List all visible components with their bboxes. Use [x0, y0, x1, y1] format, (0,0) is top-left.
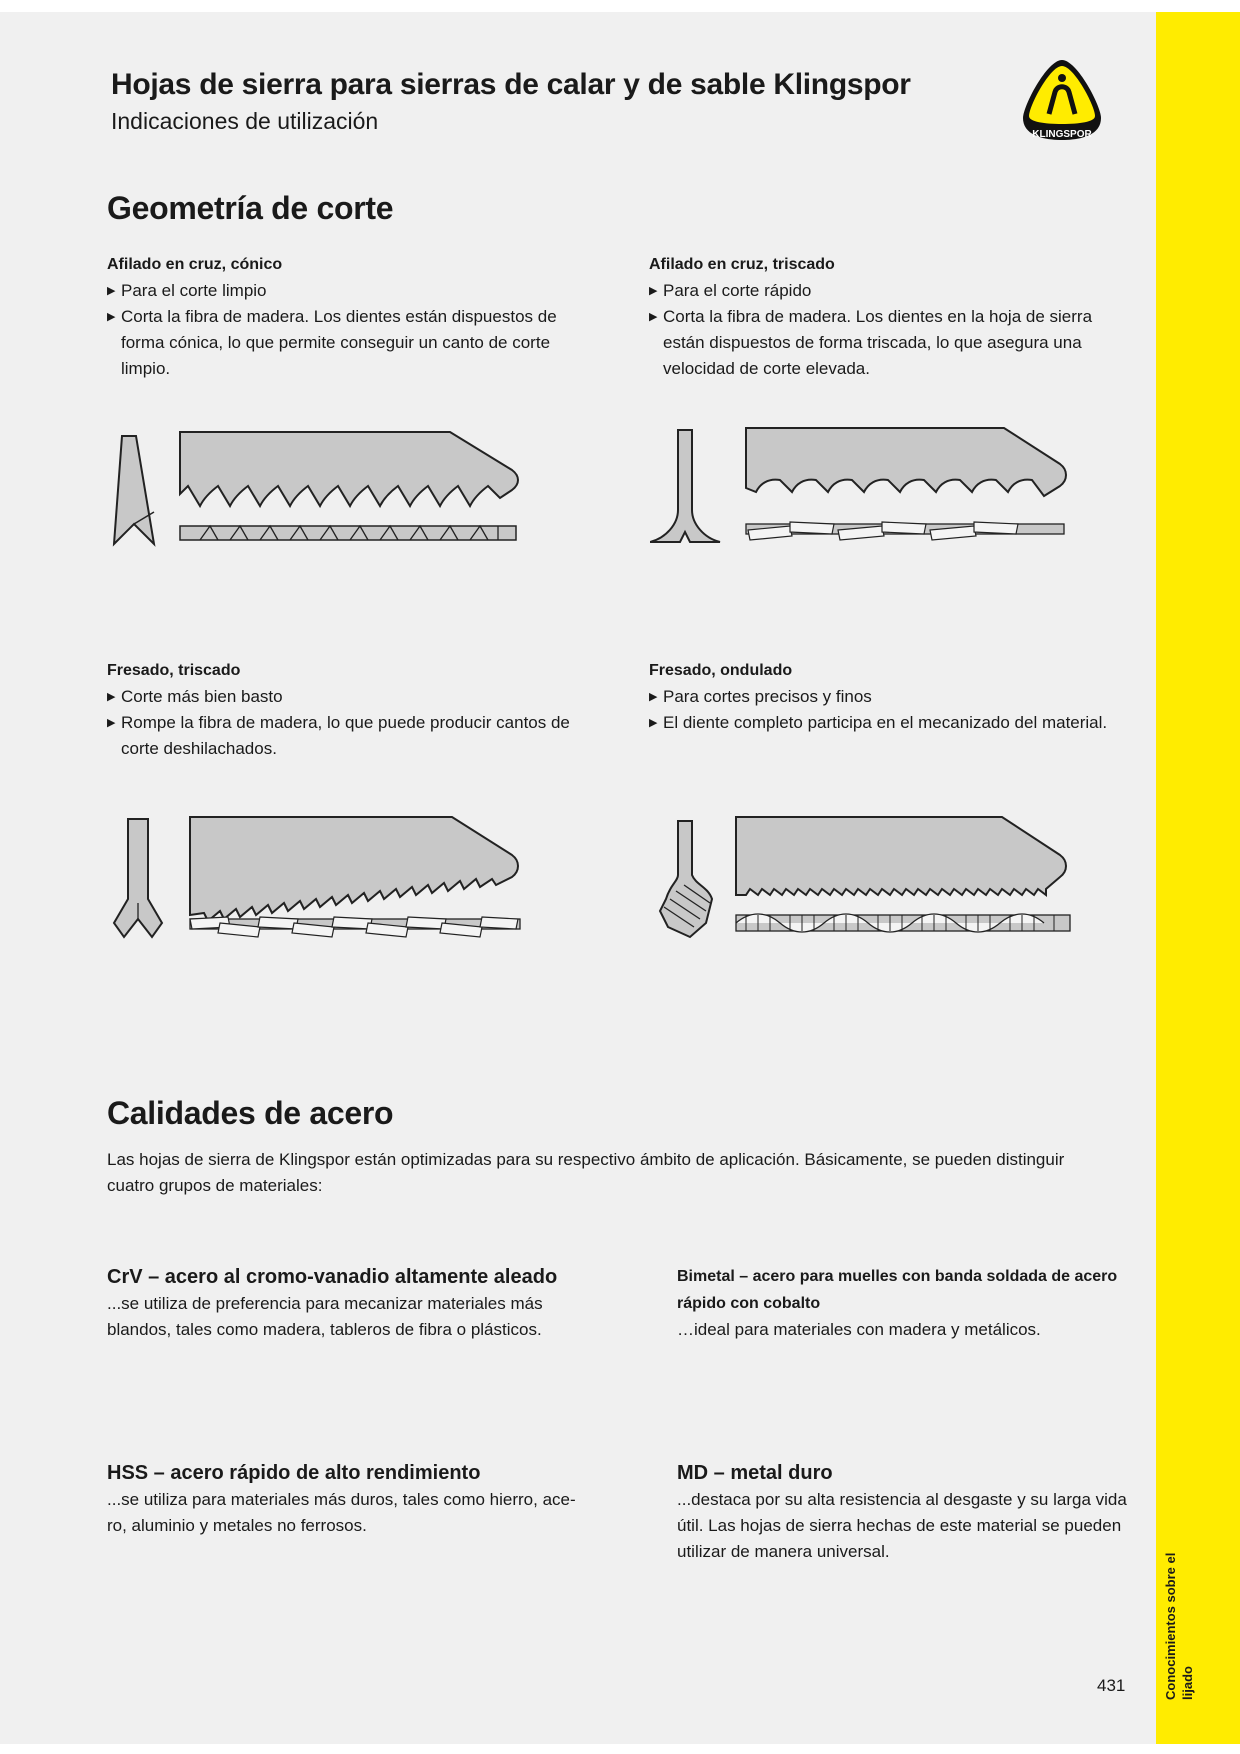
- steel-text: …ideal para materiales con madera y metálicos.: [677, 1320, 1041, 1339]
- page-title: Hojas de sierra para sierras de calar y de sable Klingspor: [111, 68, 911, 101]
- triangle-bullet-icon: ▶: [649, 717, 658, 729]
- steel-title: HSS – acero rápido de alto rendimiento: [107, 1462, 481, 1484]
- steel-item-hss: [107, 1459, 587, 1539]
- steel-text: ...destaca por su alta resistencia al desgaste y su larga vida útil. Las hojas de sierra hechas de este material se pueden utilizar de manera universal.: [677, 1490, 1127, 1561]
- sidebar-label: Conocimientos sobre el lijado: [1163, 1552, 1195, 1700]
- wavy-blade-illustration: [650, 815, 1080, 945]
- steel-item-crv: [107, 1263, 587, 1343]
- page-subtitle: Indicaciones de utilización: [111, 108, 379, 134]
- geometry-item-3: [107, 658, 587, 762]
- klingspor-logo: [1019, 56, 1105, 144]
- item-title: Afilado en cruz, triscado: [649, 256, 835, 273]
- steel-text: ...se utiliza para materiales más duros, tales como hierro, ace-ro, aluminio y metales no ferrosos.: [107, 1490, 576, 1535]
- bullet-item: ▶ Corta la fibra de madera. Los dientes están dispuestos de forma cónica, lo que permite conseguir un canto de corte limpio.: [107, 304, 587, 382]
- milled-set-blade-illustration: [100, 815, 530, 945]
- geometry-heading: Geometría de corte: [107, 190, 394, 226]
- steel-title: CrV – acero al cromo-vanadio altamente aleado: [107, 1266, 558, 1288]
- triangle-bullet-icon: ▶: [649, 285, 658, 297]
- steel-text: ...se utiliza de preferencia para mecanizar materiales más blandos, tales como madera, tableros de fibra o plásticos.: [107, 1294, 543, 1339]
- set-blade-illustration: [650, 420, 1080, 550]
- bullet-item: ▶ Para el corte limpio: [107, 278, 587, 304]
- item-title: Fresado, triscado: [107, 662, 241, 679]
- triangle-bullet-icon: ▶: [107, 717, 116, 729]
- geometry-item-1: [107, 252, 587, 382]
- bullet-item: ▶ Corte más bien basto: [107, 684, 587, 710]
- bullet-item: ▶ Corta la fibra de madera. Los dientes en la hoja de sierra están dispuestos de forma triscada, lo que asegura una velocidad de corte elevada.: [649, 304, 1099, 382]
- page-number: 431: [1097, 1676, 1126, 1695]
- triangle-bullet-icon: ▶: [649, 691, 658, 703]
- steel-heading: Calidades de acero: [107, 1095, 394, 1131]
- triangle-bullet-icon: ▶: [649, 311, 658, 323]
- bullet-item: ▶ El diente completo participa en el mecanizado del material.: [649, 710, 1129, 736]
- bullet-item: ▶ Para el corte rápido: [649, 278, 1099, 304]
- steel-intro: Las hojas de sierra de Klingspor están optimizadas para su respectivo ámbito de aplicación. Básicamente, se pueden distinguir cuatro grupos de materiales:: [107, 1150, 1065, 1195]
- triangle-bullet-icon: ▶: [107, 691, 116, 703]
- steel-item-bimetal: [677, 1263, 1132, 1343]
- svg-text:KLINGSPOR: KLINGSPOR: [1032, 129, 1092, 140]
- item-title: Afilado en cruz, cónico: [107, 256, 283, 273]
- steel-item-md: [677, 1459, 1132, 1565]
- geometry-item-2: [649, 252, 1099, 382]
- bullet-item: ▶ Para cortes precisos y finos: [649, 684, 1129, 710]
- geometry-item-4: [649, 658, 1129, 736]
- steel-title: Bimetal – acero para muelles con banda soldada de acero rápido con cobalto: [677, 1268, 1118, 1312]
- item-title: Fresado, ondulado: [649, 662, 793, 679]
- conical-blade-illustration: [100, 420, 530, 550]
- triangle-bullet-icon: ▶: [107, 311, 116, 323]
- bullet-item: ▶ Rompe la fibra de madera, lo que puede producir cantos de corte deshilachados.: [107, 710, 587, 762]
- triangle-bullet-icon: ▶: [107, 285, 116, 297]
- steel-title: MD – metal duro: [677, 1462, 833, 1484]
- yellow-sidebar: [1156, 12, 1240, 1744]
